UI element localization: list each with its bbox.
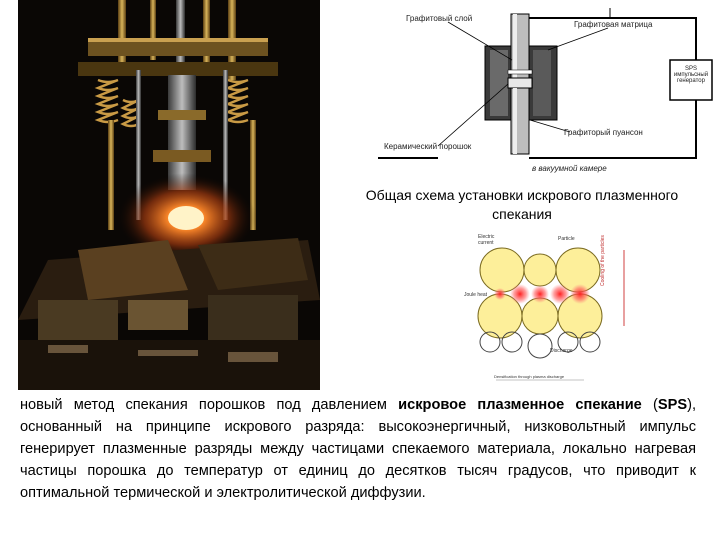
label-discharge: Discharge xyxy=(550,348,573,354)
sps-schematic-diagram xyxy=(378,0,720,182)
label-sps-generator: SPS импульсный генератор xyxy=(673,66,709,84)
description-paragraph xyxy=(20,394,696,504)
text-part-2: ( xyxy=(641,397,658,413)
figure-caption: Общая схема установки искрового плазменного спекания xyxy=(365,187,679,222)
label-graphite-matrix: Графитовая матрица xyxy=(574,20,653,29)
label-electric-current: Electric current xyxy=(478,234,495,246)
text-part-3: ), основанный на принципе искрового разряда: высокоэнергичный, низковольтный импульс генерирует плазменные разряды между частицами спекаемого материала, локально нагревая частицы порошка до температур от единиц до десятков тысяч градусов, что приводит к оптимальной термической и электролитической диффузии. xyxy=(20,397,696,501)
label-ceramic-powder: Керамический порошок xyxy=(384,142,472,151)
label-joule-heat: Joule heat xyxy=(464,292,488,298)
label-graphite-punch: Графиторый пуансон xyxy=(564,128,643,137)
text-part-1: новый метод спекания порошков под давлением xyxy=(20,397,399,413)
label-bottom: Densification through plasma discharge xyxy=(494,374,565,379)
label-particle: Particle xyxy=(558,236,575,242)
label-vacuum-chamber: в вакуумной камере xyxy=(532,164,607,173)
sps-machine-photo xyxy=(18,0,320,390)
text-bold-sps-term: искровое плазменное спекание xyxy=(398,397,642,413)
text-bold-sps-abbr: SPS xyxy=(657,397,688,413)
label-side: Cooling of the particles xyxy=(600,235,606,286)
particle-discharge-diagram xyxy=(440,230,640,390)
label-graphite-layer: Графитовый слой xyxy=(406,14,473,23)
